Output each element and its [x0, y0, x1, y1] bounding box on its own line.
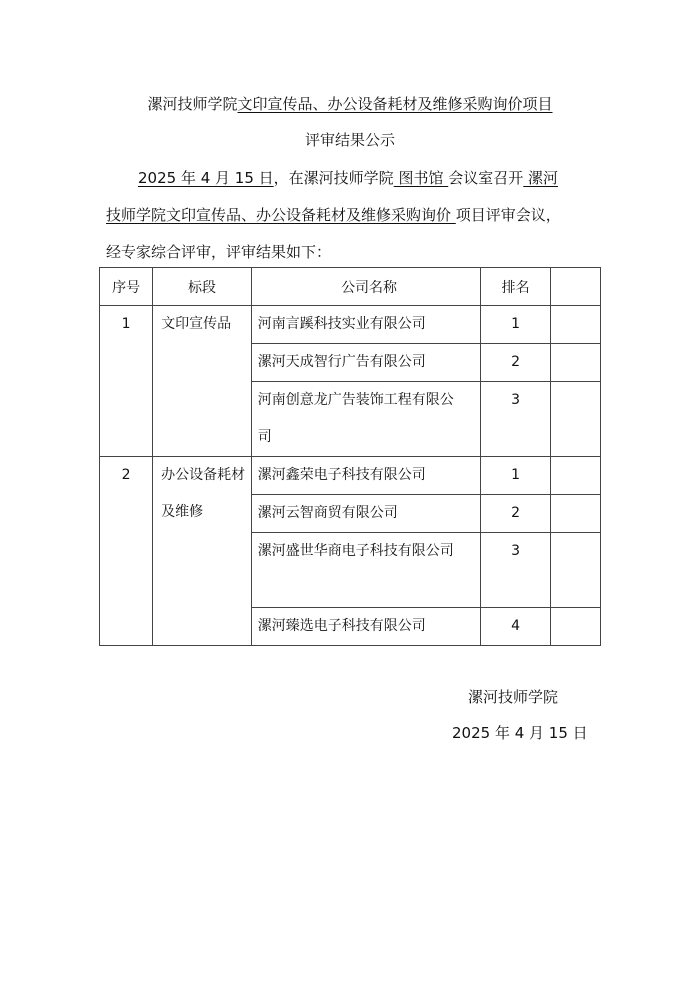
rank-value: 1 — [511, 316, 521, 332]
group-2-no-cell — [100, 457, 153, 646]
rank-value: 1 — [511, 467, 521, 483]
company-cell — [251, 306, 481, 344]
document-title — [0, 92, 700, 116]
title-prefix: 漯河技师学院 — [147, 95, 238, 113]
rank-cell — [481, 382, 551, 457]
intro-text-b: 会议室召开 — [448, 169, 524, 187]
document-subtitle: 评审结果公示 — [304, 131, 395, 149]
header-company: 公司名称 — [251, 268, 481, 306]
intro-line-1 — [138, 166, 634, 190]
group-2-lot: 办公设备耗材及维修 — [161, 467, 246, 520]
blank-cell — [550, 533, 600, 608]
company-cell — [251, 495, 481, 533]
rank-value: 2 — [511, 354, 521, 370]
project-name-part1: 漯河 — [523, 169, 559, 187]
rank-cell — [481, 344, 551, 382]
header-rank: 排名 — [481, 268, 551, 306]
blank-cell — [550, 382, 600, 457]
company-name: 漯河鑫荣电子科技有限公司 — [257, 467, 426, 483]
blank-cell — [550, 608, 600, 646]
meeting-date: 2025 年 4 月 15 日 — [138, 169, 274, 187]
group-1-no: 1 — [121, 316, 131, 332]
company-cell — [251, 533, 481, 608]
project-name-part2: 技师学院文印宣传品、办公设备耗材及维修采购询价 — [106, 206, 456, 224]
company-name: 漯河臻选电子科技有限公司 — [257, 618, 426, 634]
table-header-row — [100, 268, 601, 306]
company-name: 漯河盛世华商电子科技有限公司 — [257, 543, 454, 559]
meeting-venue: 图书馆 — [393, 169, 449, 187]
title-project-name: 文印宣传品、办公设备耗材及维修采购询价项目 — [237, 95, 553, 113]
table-row — [100, 306, 601, 344]
company-cell — [251, 344, 481, 382]
rank-value: 4 — [511, 618, 521, 634]
group-1-no-cell — [100, 306, 153, 457]
results-table — [99, 267, 601, 646]
header-blank — [550, 268, 600, 306]
company-name: 河南创意龙广告装饰工程有限公司 — [257, 392, 454, 445]
blank-cell — [550, 495, 600, 533]
blank-cell — [550, 306, 600, 344]
rank-cell — [481, 457, 551, 495]
signature-organization: 漯河技师学院 — [468, 688, 559, 706]
rank-cell — [481, 533, 551, 608]
rank-value: 2 — [511, 505, 521, 521]
group-1-lot: 文印宣传品 — [161, 316, 232, 332]
company-name: 河南言蹊科技实业有限公司 — [257, 316, 426, 332]
rank-cell — [481, 608, 551, 646]
intro-text-a: ，在漯河技师学院 — [273, 169, 394, 187]
rank-cell — [481, 495, 551, 533]
company-cell — [251, 457, 481, 495]
rank-value: 3 — [511, 392, 521, 408]
blank-cell — [550, 344, 600, 382]
rank-value: 3 — [511, 543, 521, 559]
header-no: 序号 — [100, 268, 153, 306]
group-2-lot-cell — [153, 457, 252, 646]
company-cell — [251, 382, 481, 457]
group-2-no: 2 — [121, 467, 131, 483]
group-1-lot-cell — [153, 306, 252, 457]
intro-text-c: 项目评审会议， — [455, 206, 561, 224]
table-row — [100, 457, 601, 495]
intro-line-3: 经专家综合评审，评审结果如下： — [106, 243, 332, 261]
signature-date: 2025 年 4 月 15 日 — [452, 724, 588, 742]
company-name: 漯河云智商贸有限公司 — [257, 505, 398, 521]
rank-cell — [481, 306, 551, 344]
intro-line-2 — [106, 203, 602, 227]
company-name: 漯河天成智行广告有限公司 — [257, 354, 426, 370]
header-lot: 标段 — [153, 268, 252, 306]
company-cell — [251, 608, 481, 646]
blank-cell — [550, 457, 600, 495]
